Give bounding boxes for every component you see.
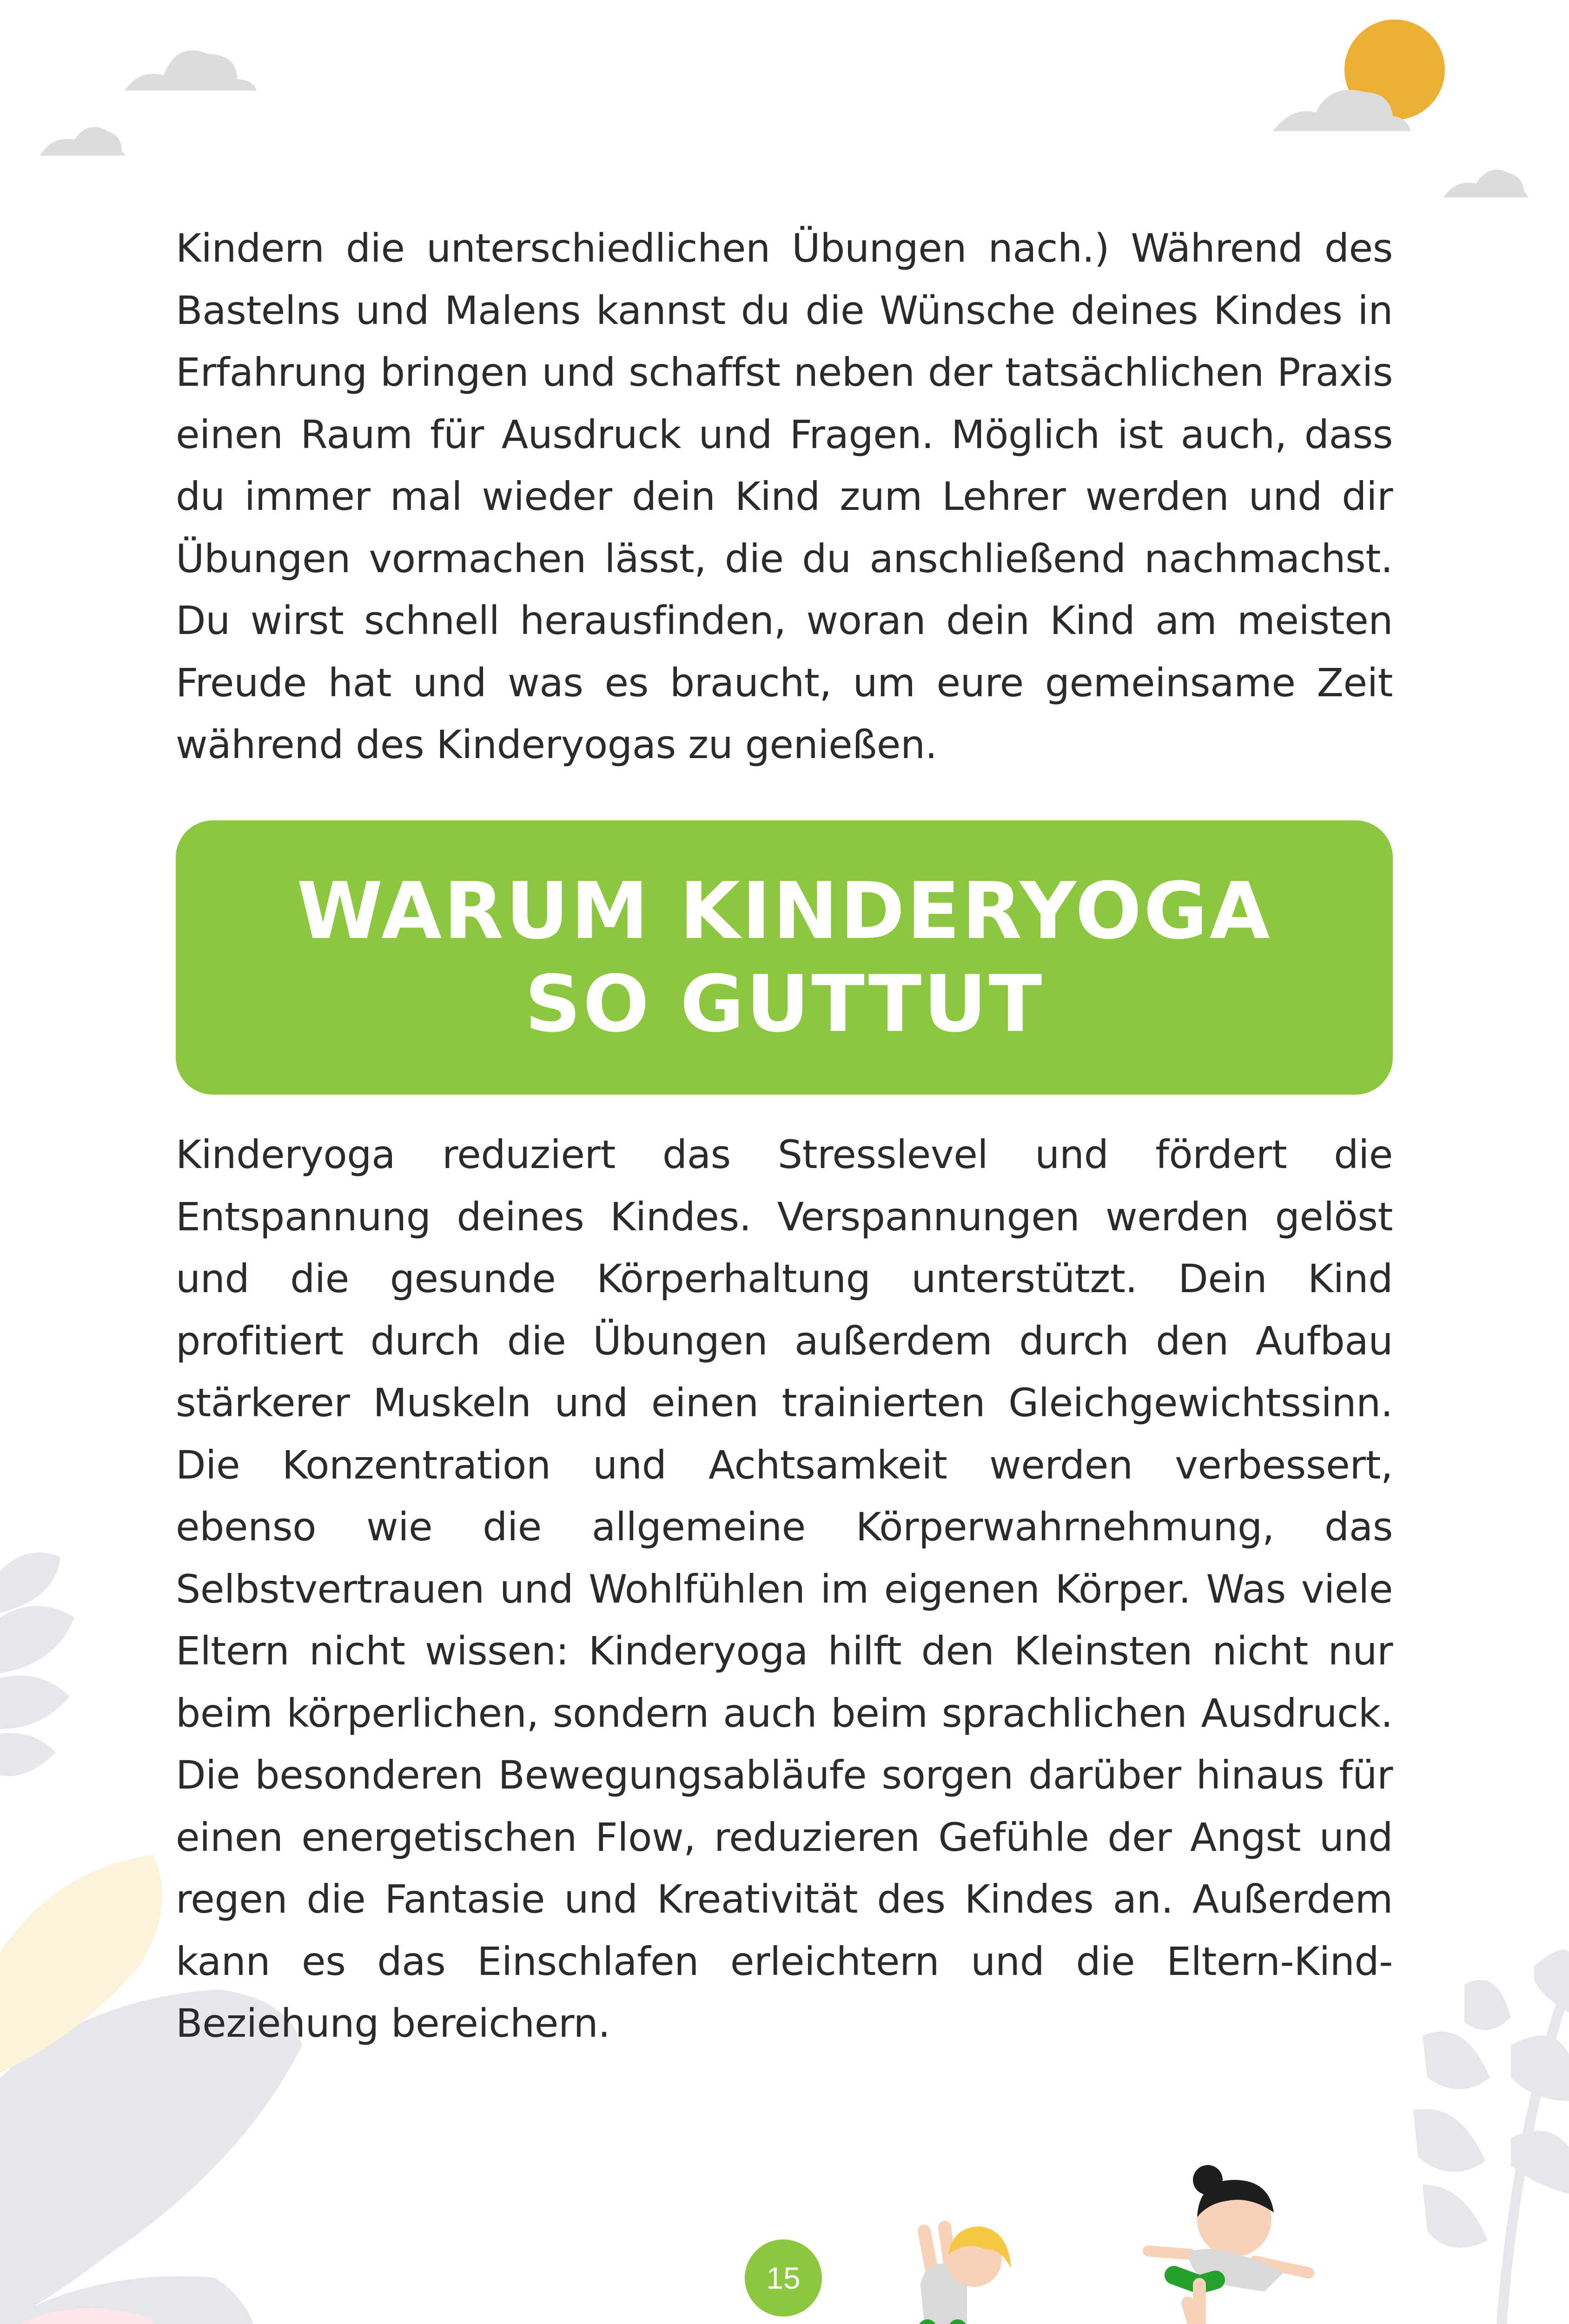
- child-yoga-illustration: [1148, 2165, 1309, 2324]
- leaf-icon: [1413, 1949, 1569, 2324]
- body-paragraph-2: Kinderyoga reduziert das Stresslevel und fördert die Entspannung deines Kindes. Verspannungen werden gelöst und die gesunde Körperhaltung unterstützt. Dein Kind profitiert durch die Übungen außerdem durch den Aufbau stärkerer Muskeln und einen trainierten Gleichgewichtssinn. Die Konzentration und Achtsamkeit werden verbessert, ebenso wie die allgemeine Körperwahrnehmung, das Selbstvertrauen und Wohlfühlen im eigenen Körper. Was viele Eltern nicht wissen: Kinderyoga hilft den Kleinsten nicht nur beim körperlichen, sondern auch beim sprachlichen Ausdruck. Die besonderen Bewegungsabläufe sorgen darüber hinaus für einen energetischen Flow, reduzieren Gefühle der Angst und regen die Fantasie und Kreativität des Kindes an. Außerdem kann es das Einschlafen erleichtern und die Eltern-Kind-Beziehung bereichern.: [176, 1132, 1393, 2046]
- page-number-badge: 15: [745, 2239, 822, 2317]
- body-paragraph-1: Kindern die unterschiedlichen Übungen nach.) Während des Bastelns und Malens kannst du die Wünsche deines Kindes in Erfahrung bringen und schaffst neben der tatsächlichen Praxis einen Raum für Ausdruck und Fragen. Möglich ist auch, dass du immer mal wieder dein Kind zum Lehrer werden und dir Übungen vormachen lässt, die du anschließend nachmachst. Du wirst schnell herausfinden, woran dein Kind am meisten Freude hat und was es braucht, um eure gemeinsame Zeit während des Kinderyogas zu genießen.: [176, 225, 1393, 767]
- child-yoga-illustration: [869, 2226, 1011, 2324]
- cloud-icon: [125, 50, 257, 91]
- section-heading-line-2: SO GUTTUT: [524, 958, 1044, 1050]
- cloud-icon: [40, 127, 126, 156]
- section-heading-banner: [176, 820, 1393, 1095]
- section-heading-line-1: WARUM KINDERYOGA: [297, 865, 1272, 957]
- cloud-icon: [1443, 170, 1529, 198]
